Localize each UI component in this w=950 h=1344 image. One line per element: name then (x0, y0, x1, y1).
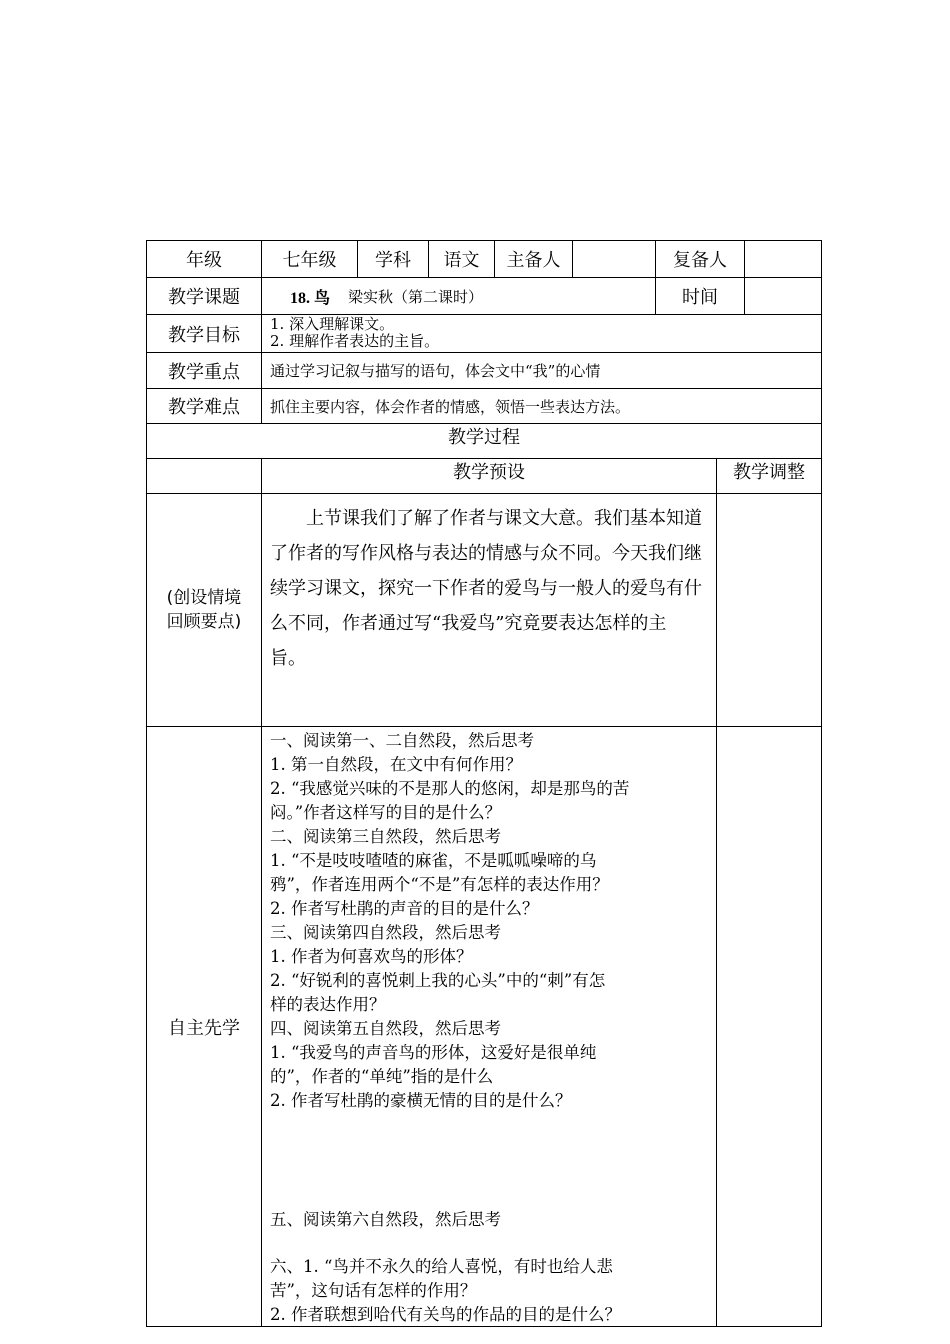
grid-line (261, 314, 262, 424)
question-line: 2. “好锐利的喜悦刺上我的心头”中的“刺”有怎 (270, 971, 606, 990)
difficulty-text: 抓住主要内容，体会作者的情感，领悟一些表达方法。 (270, 397, 631, 416)
section1-label-line: 回顾要点) (166, 612, 242, 632)
question-line: 的”，作者的“单纯”指的是什么 (270, 1067, 494, 1086)
question-line: 2. 作者写杜鹃的声音的目的是什么？ (270, 899, 539, 918)
key-point-text: 通过学习记叙与描写的语句，体会文中“我”的心情 (270, 362, 601, 380)
question-line: 二、阅读第三自然段，然后思考 (270, 827, 501, 846)
section2-label: 自主先学 (168, 1017, 240, 1039)
time-label: 时间 (682, 287, 718, 308)
co-preparer-label: 复备人 (673, 250, 727, 271)
section1-label-line: (创设情境 (166, 588, 242, 608)
question-line: 1. 第一自然段，在文中有何作用？ (270, 755, 522, 774)
topic-title (290, 278, 650, 314)
question-line: 六、1. “鸟并不永久的给人喜悦，有时也给人悲 (270, 1257, 613, 1276)
grid-line (716, 458, 717, 1327)
grade-label: 年级 (186, 250, 222, 271)
question-line: 2. 作者写杜鹃的豪横无情的目的是什么？ (270, 1091, 572, 1110)
question-line: 苦”，这句话有怎样的作用？ (270, 1281, 477, 1300)
topic-title-number: 18. 鸟 (290, 289, 331, 307)
topic-label: 教学课题 (168, 287, 240, 308)
main-preparer-label: 主备人 (506, 250, 561, 271)
goal-line: 1. 深入理解课文。 (270, 315, 395, 333)
section1-text: 上节课我们了解了作者与课文大意。我们基本知道了作者的写作风格与表达的情感与众不同。今天我们继续学习课文，探究一下作者的爱鸟与一般人的爱鸟有什么不同，作者通过写“我爱鸟”究竟要表达怎样的主旨。 (270, 508, 702, 669)
preset-column-heading: 教学预设 (453, 462, 525, 483)
question-line: 三、阅读第四自然段，然后思考 (270, 923, 501, 942)
question-line: 1. 作者为何喜欢鸟的形体？ (270, 947, 473, 966)
topic-title-rest: 梁实秋（第二课时） (348, 287, 484, 306)
difficulty-label: 教学难点 (168, 397, 240, 418)
section2-question-list (270, 729, 710, 1113)
section1-label (147, 494, 261, 726)
key-point-label: 教学重点 (168, 361, 240, 383)
co-preparer-value (745, 241, 821, 277)
subject-label: 学科 (375, 250, 411, 271)
adjust-column-heading: 教学调整 (733, 462, 805, 483)
question-line: 2. “我感觉兴味的不是那人的悠闲，却是那鸟的苦 (270, 779, 630, 798)
time-value (745, 278, 821, 314)
grid-line (261, 458, 262, 1327)
subject-value: 语文 (443, 250, 480, 271)
main-preparer-value (573, 241, 655, 277)
question-line: 2. 作者联想到哈代有关鸟的作品的目的是什么？ (270, 1305, 621, 1324)
question-line: 1. “不是吱吱喳喳的麻雀，不是呱呱噪啼的乌 (270, 851, 597, 870)
question-line: 闷。”作者这样写的目的是什么？ (270, 803, 502, 822)
grid-line (821, 240, 822, 1327)
goals-label: 教学目标 (168, 324, 240, 346)
question-line: 样的表达作用？ (270, 995, 386, 1014)
question-line: 一、阅读第一、二自然段，然后思考 (270, 731, 534, 750)
question-line: 鸦”，作者连用两个“不是”有怎样的表达作用？ (270, 875, 609, 894)
goal-line: 2. 理解作者表达的主旨。 (270, 332, 440, 350)
process-heading: 教学过程 (448, 427, 520, 448)
question-line: 四、阅读第五自然段，然后思考 (270, 1019, 501, 1038)
question-line: 1. “我爱鸟的声音鸟的形体，这爱好是很单纯 (270, 1043, 597, 1062)
question-line: 五、阅读第六自然段，然后思考 (270, 1210, 501, 1229)
grid-line (261, 277, 262, 315)
section2-question-list-end (270, 1255, 710, 1327)
grade-value: 七年级 (282, 250, 337, 271)
